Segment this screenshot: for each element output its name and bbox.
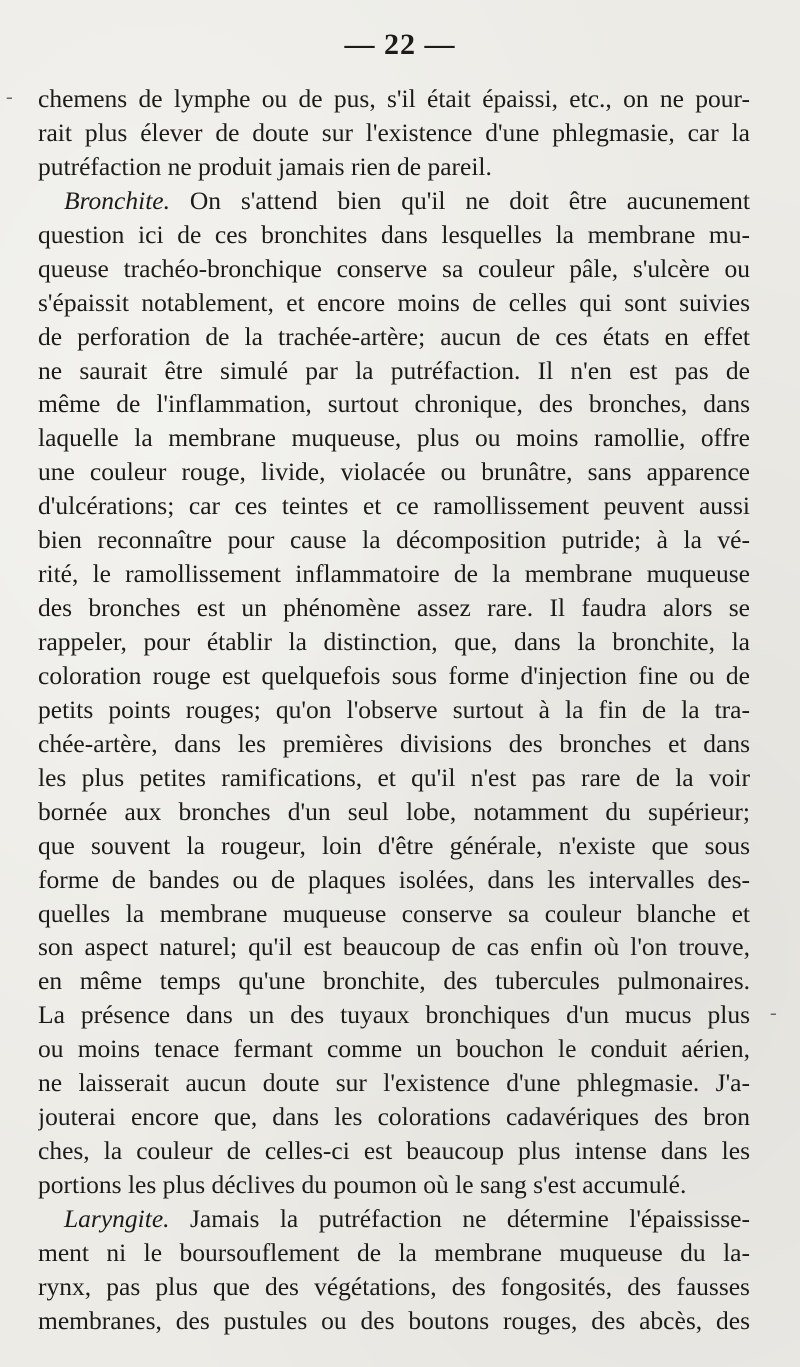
text-line: des bronches est un phénomène assez rare. Il faudra alors se — [38, 593, 750, 623]
section-heading: Laryngite. — [64, 1203, 170, 1233]
text-line — [38, 184, 750, 218]
text-line: ches, la couleur de celles-ci est beaucoup plus intense dans les — [38, 1136, 750, 1166]
text-line: rait plus élever de doute sur l'existence d'une phlegmasie, car la — [38, 117, 750, 147]
text-line: de perforation de la trachée-artère; aucun de ces états en effet — [38, 321, 750, 351]
text-line: petits points rouges; qu'on l'observe surtout à la fin de la tra- — [38, 694, 750, 724]
text-line: queuse trachéo-bronchique conserve sa couleur pâle, s'ulcère ou — [38, 253, 750, 283]
text-line: s'épaissit notablement, et encore moins de celles qui sont suivies — [38, 287, 750, 317]
text-line: membranes, des pustules ou des boutons rouges, des abcès, des — [38, 1305, 750, 1335]
body-text — [38, 82, 750, 1338]
text-line: ment ni le boursouflement de la membrane muqueuse du la- — [38, 1237, 750, 1267]
section-heading: Bronchite. — [64, 185, 170, 215]
text-line: rynx, pas plus que des végétations, des fongosités, des fausses — [38, 1271, 750, 1301]
text-line: ne saurait être simulé par la putréfaction. Il n'en est pas de — [38, 355, 750, 385]
text-line: putréfaction ne produit jamais rien de pareil. — [38, 151, 492, 181]
text-line: que souvent la rougeur, loin d'être générale, n'existe que sous — [38, 830, 750, 860]
text-line: portions les plus déclives du poumon où le sang s'est accumulé. — [38, 1170, 687, 1199]
page-number: — 22 — — [344, 28, 456, 61]
margin-dash: - — [6, 86, 13, 108]
text-line: bornée aux bronches d'un seul lobe, notamment du supérieur; — [38, 796, 750, 826]
text-line: chée-artère, dans les premières divisions des bronches et dans — [38, 728, 750, 758]
text-line: bien reconnaître pour cause la décomposition putride; à la vé- — [38, 525, 750, 555]
text-line: jouterai encore que, dans les colorations cadavériques des bron — [38, 1102, 750, 1132]
text-line: laquelle la membrane muqueuse, plus ou moins ramollie, offre — [38, 423, 750, 453]
text-line: une couleur rouge, livide, violacée ou brunâtre, sans apparence — [38, 457, 750, 487]
text-line: question ici de ces bronchites dans lesquelles la membrane mu- — [38, 219, 750, 249]
text-line: les plus petites ramifications, et qu'il n'est pas rare de la voir — [38, 762, 750, 792]
text-line: coloration rouge est quelquefois sous forme d'injection fine ou de — [38, 660, 750, 690]
text-line: quelles la membrane muqueuse conserve sa couleur blanche et — [38, 898, 750, 928]
text-line: rappeler, pour établir la distinction, que, dans la bronchite, la — [38, 627, 750, 656]
text-line: ou moins tenace fermant comme un bouchon le conduit aérien, — [38, 1034, 750, 1064]
text-line: d'ulcérations; car ces teintes et ce ramollissement peuvent aussi — [38, 491, 750, 521]
line-text: On s'attend bien qu'il ne doit être aucunement — [169, 185, 750, 215]
text-line: en même temps qu'une bronchite, des tubercules pulmonaires. — [38, 966, 750, 996]
text-line: même de l'inflammation, surtout chronique, des bronches, dans — [38, 389, 750, 419]
line-text: Jamais la putréfaction ne détermine l'épaississe- — [169, 1203, 750, 1233]
text-line: La présence dans un des tuyaux bronchiques d'un mucus plus — [38, 1000, 750, 1030]
text-line: chemens de lymphe ou de pus, s'il était épaissi, etc., on ne pour- — [38, 84, 750, 113]
text-line: rité, le ramollissement inflammatoire de la membrane muqueuse — [38, 559, 750, 589]
text-line: ne laisserait aucun doute sur l'existence d'une phlegmasie. J'a- — [38, 1068, 750, 1098]
margin-dash: - — [770, 1002, 777, 1024]
text-line: son aspect naturel; qu'il est beaucoup de cas enfin où l'on trouve, — [38, 932, 750, 962]
text-line — [38, 1202, 750, 1236]
text-line: forme de bandes ou de plaques isolées, dans les intervalles des- — [38, 864, 750, 894]
